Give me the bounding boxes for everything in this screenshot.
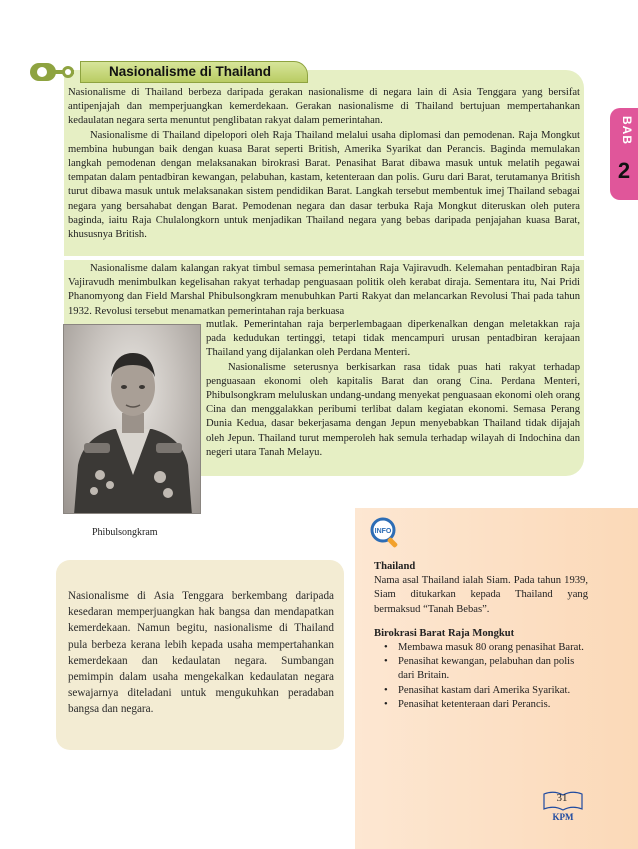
list-item: • Membawa masuk 80 orang penasihat Barat.: [384, 641, 588, 655]
paragraph: Nasionalisme dalam kalangan rakyat timbul semasa pemerintahan Raja Vajiravudh. Kelemahan pentadbiran Raja Vajiravudh menimbulkan kegelisahan rakyat terhadap penguasaan politik oleh kerabat diraja. Sementara itu, Nai Pridi Phanomyong dan Field Marshal Phibulsongkram menubuhkan Parti Rakyat dan melancarkan Revolusi Thai pada tahun 1932. Revolusi tersebut menamatkan pemerintahan raja berkuasa: [68, 263, 580, 317]
paragraph: Nasionalisme di Thailand dipelopori oleh Raja Thailand melalui usaha diplomasi dan pemodenan. Raja Mongkut membina hubungan baik dengan kuasa Barat seperti British, Amerika Syarikat dan Perancis. Baginda memulakan langkah pemodenan dengan melaksanakan birokrasi Barat. Penasihat Barat dibawa masuk untuk melatih pegawai tempatan dalam pentadbiran kewangan, pelabuhan, kastam, ketenteraan dan polis. Guru dari Barat, terutamanya British turut dibawa masuk untuk melaksanakan sistem pendidikan Barat. Langkah tersebut membentuk imej Thailand sebagai negara yang bersahabat dengan Barat. Pemodenan negara dan dasar terbuka Raja Mongkut diteruskan oleh putera baginda, iaitu Raja Chulalongkorn untuk menjadikan Thailand negara yang bebas daripada penjajahan kuasa Barat, khususnya British.: [68, 129, 580, 241]
portrait-figure: [64, 325, 201, 514]
summary-text: Nasionalisme di Asia Tenggara berkembang daripada kesedaran memperjuangkan hak bangsa dan mendapatkan kemerdekaan. Namun begitu, nasionalisme di Thailand pula berbeza kerana lebih kepada usaha mempertahankan kemerdekaan dan kedaulatan negara. Sumbangan pemimpin dalam usaha mengekalkan kedaulatan negara sewajarnya diteladani untuk mengukuhkan peradaban bangsa dan negara.: [68, 590, 334, 716]
paragraph: mutlak. Pemerintahan raja berperlembagaan diperkenalkan dengan meletakkan raja pada kedudukan tertinggi, tetapi tidak mencampuri urusan pentadbiran kerajaan Thailand yang dijalankan oleh Perdana Menteri.: [206, 319, 580, 359]
paragraph: Nasionalisme di Thailand berbeza daripada gerakan nasionalisme di negara lain di Asia Tenggara yang bersifat antipenjajah dan memperjuangkan kemerdekaan. Gerakan nasionalisme di Thailand bertujuan mempertahankan kedaulatan negara serta menuntut penglibatan rakyat dalam pemerintahan.: [68, 87, 580, 127]
list-item: • Penasihat ketenteraan dari Perancis.: [384, 698, 588, 712]
info-note: [374, 560, 588, 712]
info-paragraph: Nama asal Thailand ialah Siam. Pada tahun 1939, Siam ditukarkan kepada Thailand yang bermaksud “Tanah Bebas”.: [374, 575, 588, 615]
key-ring-icon: [30, 60, 74, 84]
info-heading: Thailand: [374, 561, 416, 572]
paragraph: Nasionalisme seterusnya berkisarkan rasa tidak puas hati rakyat terhadap penguasaan ekonomi oleh kapitalis Barat dan orang Cina. Perdana Menteri, Phibulsongkram meluluskan undang-undang menyekat penguasaan ekonomi oleh orang Cina dan menggalakkan peribumi terlibat dalam kegiatan ekonomi. Semasa Perang Dunia Kedua, dasar bekerjasama dengan Jepun menyebabkan Thailand tidak dijajah oleh Jepun. Thailand turut memperoleh hak semula terhadap wilayah di Indochina dan negeri utara Tanah Melayu.: [206, 361, 580, 458]
page-title: Nasionalisme di Thailand: [80, 61, 308, 83]
chapter-tab-number: 2: [617, 158, 631, 183]
chapter-tab: [610, 108, 638, 200]
list-item: • Penasihat kastam dari Amerika Syarikat.: [384, 684, 588, 698]
section-one-text: [68, 86, 580, 242]
magnifier-info-icon: [370, 517, 402, 549]
photo-caption: Phibulsongkram: [92, 527, 158, 538]
page-footer: [540, 790, 586, 830]
section-two-text-wrapped: [206, 318, 580, 460]
info-heading: Birokrasi Barat Raja Mongkut: [374, 627, 515, 639]
section-two-text: [68, 262, 580, 319]
page-number: 31: [556, 792, 568, 804]
info-icon-label: INFO: [374, 528, 392, 535]
list-item: • Penasihat kewangan, pelabuhan dan polis dari Britain.: [384, 655, 588, 683]
portrait-photo: [63, 324, 201, 514]
publisher-label: KPM: [552, 812, 574, 822]
info-bullet-list: [374, 641, 588, 712]
chapter-tab-label: BAB: [620, 116, 634, 145]
